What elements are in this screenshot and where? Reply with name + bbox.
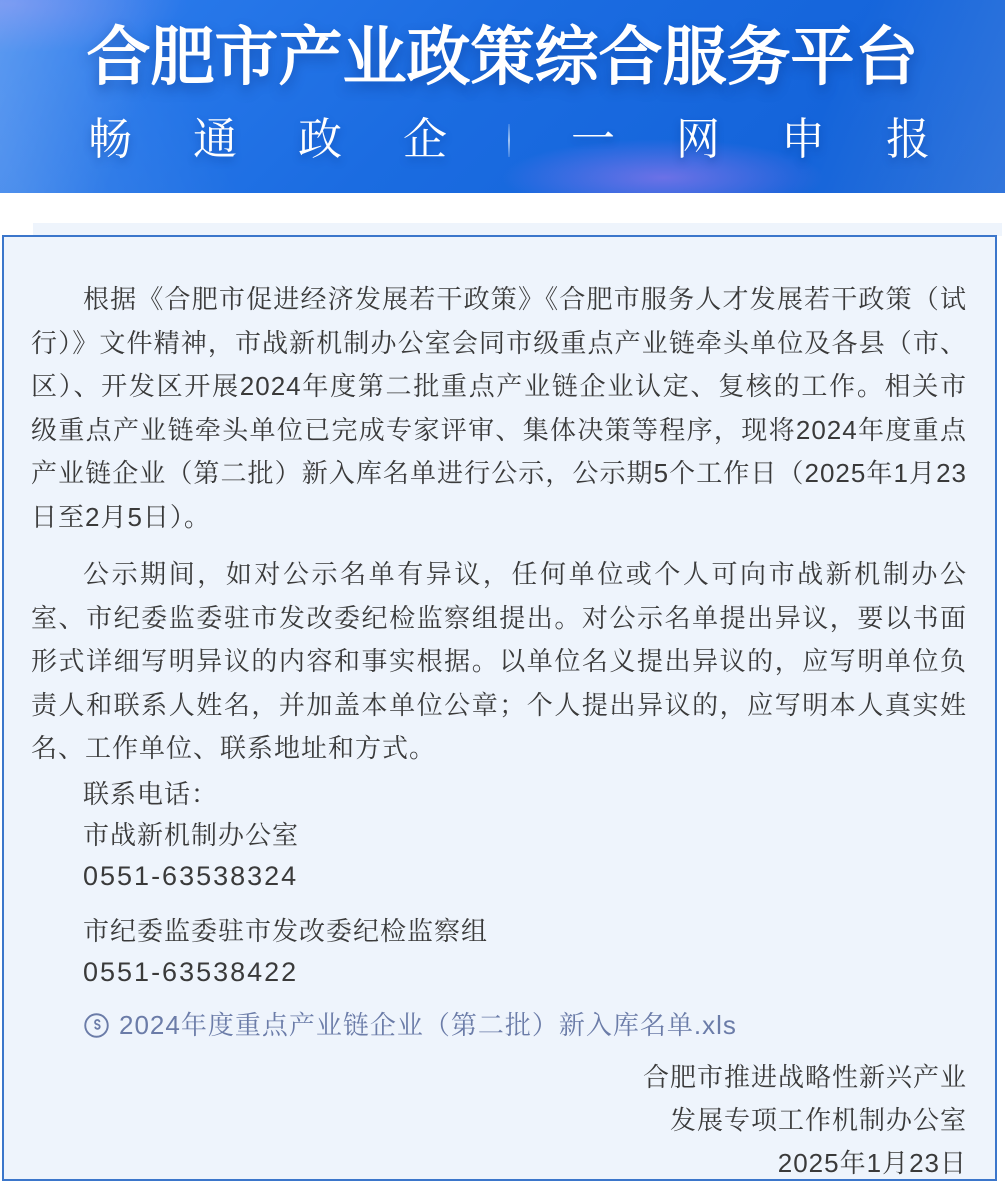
contact-block-2 bbox=[31, 911, 967, 993]
contact-phone-2: 0551-63538422 bbox=[83, 956, 299, 987]
signature-block bbox=[31, 1056, 967, 1182]
contact-org-2: 市纪委监委驻市发改委纪检监察组 bbox=[83, 915, 489, 946]
notice-paragraph-1: 根据《合肥市促进经济发展若干政策》《合肥市服务人才发展若干政策（试行）》文件精神，市战新机制办公室会同市级重点产业链牵头单位及各县（市、区）、开发区开展2024年度第二批重点产业链企业认定、复核的工作。相关市级重点产业链牵头单位已完成专家评审、集体决策等程序，现将2024年度重点产业链企业（第二批）新入库名单进行公示，公示期5个工作日（2025年1月23日至2月5日）。 bbox=[31, 284, 967, 532]
contact-phone-1: 0551-63538324 bbox=[83, 860, 299, 891]
slogan-char: 畅 bbox=[88, 115, 132, 164]
notice-paragraph-2: 公示期间，如对公示名单有异议，任何单位或个人可向市战新机制办公室、市纪委监委驻市发改委纪检监察组提出。对公示名单提出异议，要以书面形式详细写明异议的内容和事实根据。以单位名义提出异议的，应写明单位负责人和联系人姓名，并加盖本单位公章；个人提出异议的，应写明本人真实姓名、工作单位、联系地址和方式。 bbox=[31, 559, 967, 763]
page-title: 合肥市产业政策综合服务平台 bbox=[86, 22, 919, 93]
paperclip-icon bbox=[83, 1012, 110, 1039]
slogan-char: 政 bbox=[298, 115, 342, 164]
site-banner bbox=[0, 0, 1005, 193]
slogan-char: 网 bbox=[676, 115, 720, 164]
slogan-divider-line bbox=[508, 124, 510, 157]
slogan-char: 通 bbox=[193, 115, 237, 164]
signature-org-line-1: 合肥市推进战略性新兴产业 bbox=[642, 1061, 967, 1092]
site-slogan bbox=[88, 112, 930, 168]
signature-org-line-2: 发展专项工作机制办公室 bbox=[669, 1104, 967, 1135]
signature-date: 2025年1月23日 bbox=[777, 1147, 967, 1178]
slogan-char: 一 bbox=[571, 115, 615, 164]
slogan-char: 企 bbox=[403, 115, 447, 164]
contact-label: 联系电话： bbox=[83, 778, 219, 809]
contact-block-1 bbox=[31, 774, 967, 897]
attachment-link[interactable] bbox=[83, 1005, 967, 1046]
contact-org-1: 市战新机制办公室 bbox=[83, 819, 300, 850]
slogan-char: 申 bbox=[781, 115, 825, 164]
attachment-filename: 2024年度重点产业链企业（第二批）新入库名单.xls bbox=[119, 1009, 737, 1040]
slogan-char: 报 bbox=[886, 115, 930, 164]
notice-panel bbox=[2, 235, 997, 1181]
